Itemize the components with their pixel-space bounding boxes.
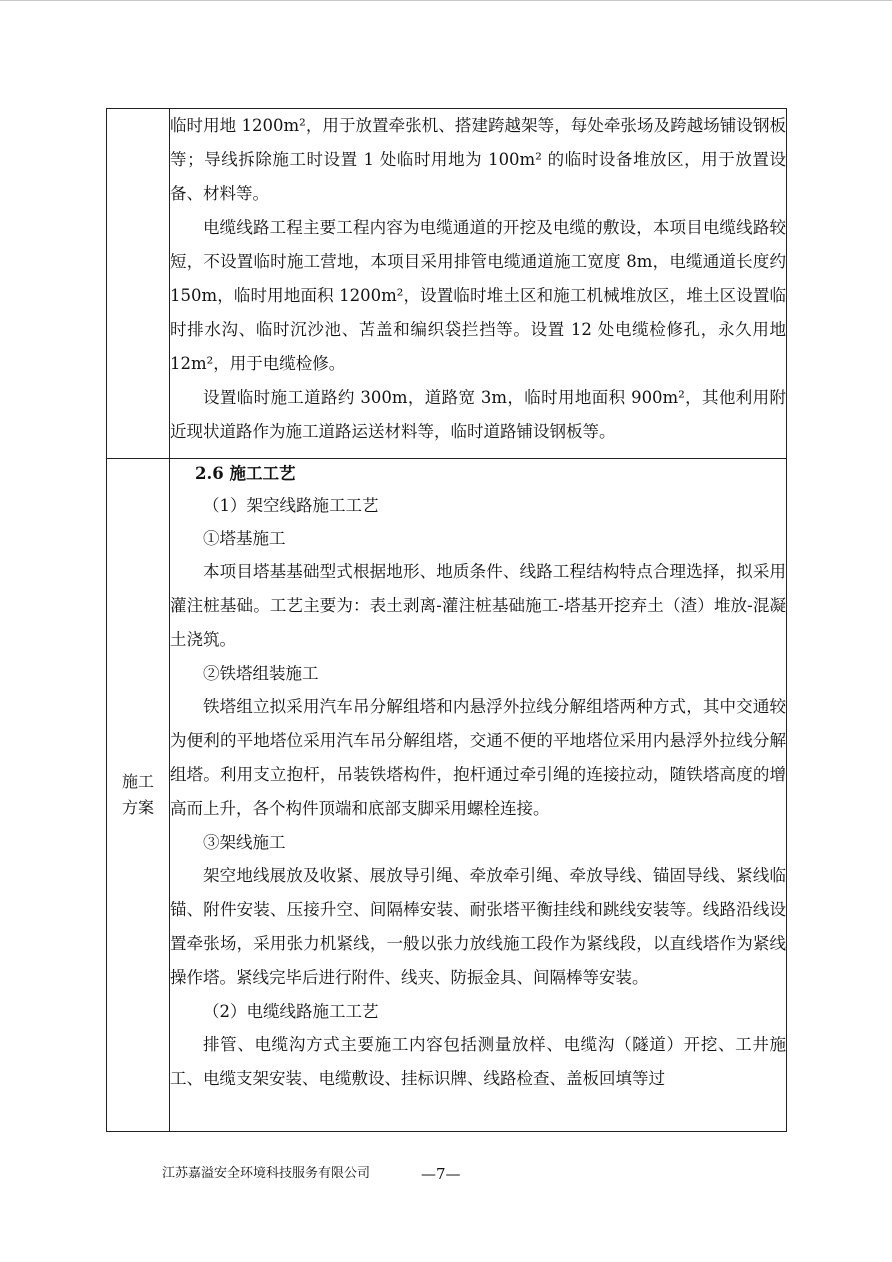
- row-label-line-1: 施工: [121, 772, 154, 791]
- paragraph-continued: 临时用地 1200m²，用于放置牵张机、搭建跨越架等，每处牵张场及跨越场铺设钢板等；导线拆除施工时设置 1 处临时用地为 100m² 的临时设备堆放区，用于放置设备、材料等。: [170, 116, 786, 203]
- row-label-cell: [107, 109, 170, 459]
- page-top-edge: [0, 0, 892, 1]
- paragraph-temp-road: 设置临时施工道路约 300m，道路宽 3m，临时用地面积 900m²，其他利用附近现状道路作为施工道路运送材料等，临时道路铺设钢板等。: [170, 388, 786, 441]
- row-label-cell: [107, 459, 170, 1132]
- paragraph-stringing: 架空地线展放及收紧、展放导引绳、牵放牵引绳、牵放导线、锚固导线、紧线临锚、附件安装、压接升空、间隔棒安装、耐张塔平衡挂线和跳线安装等。线路沿线设置牵张场，采用张力机紧线，一般以张力放线施工段作为紧线段，以直线塔作为紧线操作塔。紧线完毕后进行附件、线夹、防振金具、间隔棒等安装。: [170, 866, 786, 987]
- table-row: [107, 109, 787, 459]
- row-label-line-2: 方案: [121, 798, 154, 817]
- subsection-title: （1）架空线路施工工艺: [203, 496, 379, 515]
- document-table: [106, 108, 787, 1132]
- paragraph-tower-foundation: 本项目塔基基础型式根据地形、地质条件、线路工程结构特点合理选择，拟采用灌注桩基础。工艺主要为：表土剥离-灌注桩基础施工-塔基开挖弃土（渣）堆放-混凝土浇筑。: [170, 562, 786, 649]
- paragraph-cable-works: 电缆线路工程主要工程内容为电缆通道的开挖及电缆的敷设，本项目电缆线路较短，不设置临时施工营地，本项目采用排管电缆通道施工宽度 8m，电缆通道长度约 150m，临时用地面积 1200m²，设置临时堆土区和施工机械堆放区，堆土区设置临时排水沟、临时沉沙池、苫盖和编织袋拦挡等。设置 12 处电缆检修孔，永久用地 12m²，用于电缆检修。: [170, 218, 786, 373]
- content-cell: [170, 109, 787, 459]
- item-title: ③架线施工: [203, 833, 286, 852]
- footer-company: 江苏嘉溢安全环境科技服务有限公司: [162, 1166, 371, 1181]
- page-number: —7—: [421, 1165, 461, 1183]
- item-title: ①塔基施工: [203, 529, 286, 548]
- section-heading: 2.6 施工工艺: [195, 464, 296, 483]
- page-footer: [0, 1164, 892, 1188]
- content-cell: [170, 459, 787, 1132]
- paragraph-cable-process: 排管、电缆沟方式主要施工内容包括测量放样、电缆沟（隧道）开挖、工井施工、电缆支架安装、电缆敷设、挂标识牌、线路检查、盖板回填等过: [170, 1035, 786, 1088]
- item-title: ②铁塔组装施工: [203, 664, 319, 683]
- paragraph-tower-assembly: 铁塔组立拟采用汽车吊分解组塔和内悬浮外拉线分解组塔两种方式，其中交通较为便利的平地塔位采用汽车吊分解组塔，交通不便的平地塔位采用内悬浮外拉线分解组塔。利用支立抱杆，吊装铁塔构件，抱杆通过牵引绳的连接拉动，随铁塔高度的增高而上升，各个构件顶端和底部支脚采用螺栓连接。: [170, 697, 786, 818]
- table-row: [107, 459, 787, 1132]
- subsection-title: （2）电缆线路施工工艺: [203, 1002, 379, 1021]
